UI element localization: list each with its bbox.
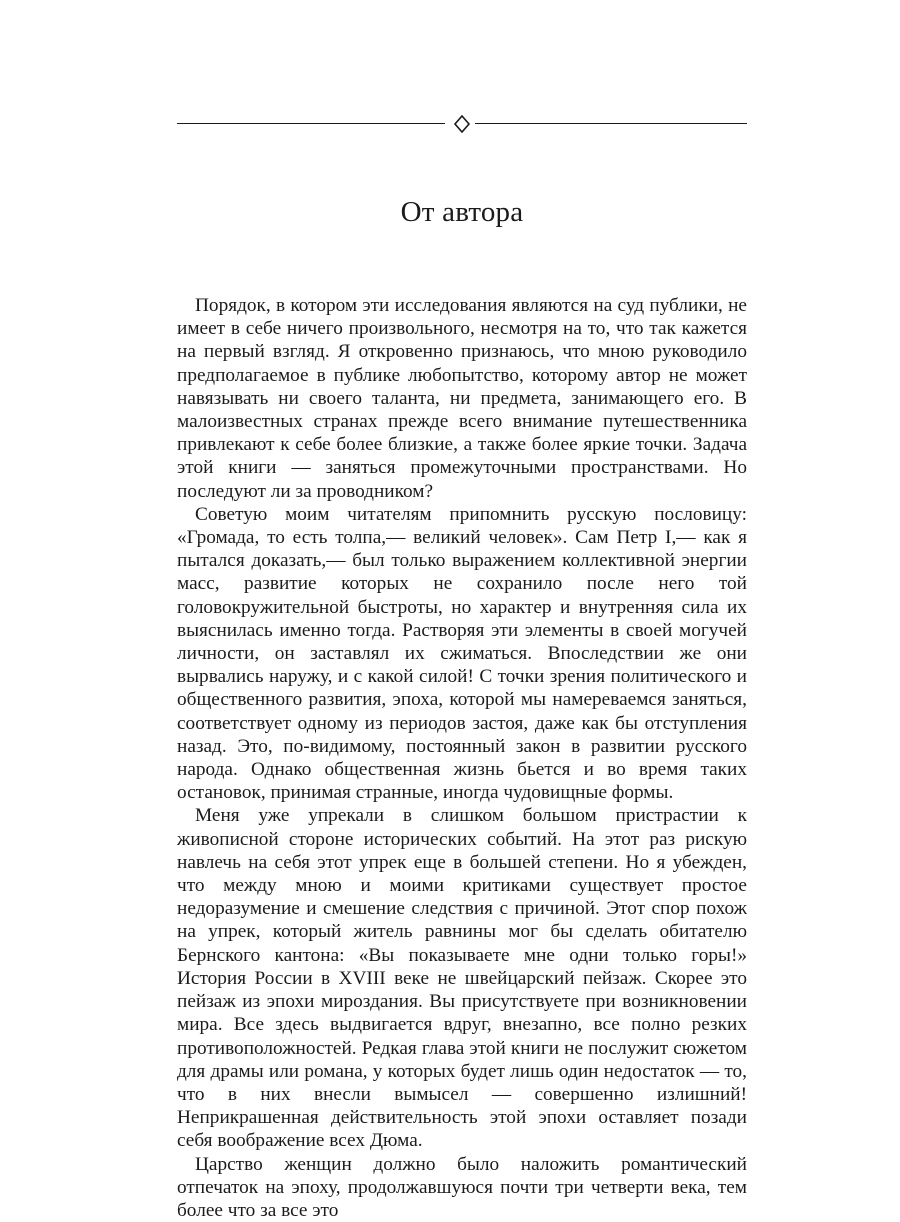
ornament-rule-left xyxy=(177,123,445,124)
body-text xyxy=(177,294,747,1222)
paragraph: Советую моим читателям припомнить русскую пословицу: «Громада, то есть толпа,— великий человек». Сам Петр I,— как я пытался доказать,— был только выражением коллективной энергии масс, развитие которых не сохранило после него той головокружительной быстроты, но характер и внутренняя сила их выяснилась именно тогда. Растворяя эти элементы в своей могучей личности, он заставлял их сжиматься. Впоследствии же они вырвались наружу, и с какой силой! С точки зрения политического и общественного развития, эпоха, которой мы намереваемся заняться, соответствует одному из периодов застоя, даже как бы отступления назад. Это, по-видимому, постоянный закон в развитии русского народа. Однако общественная жизнь бьется и во время таких остановок, принимая странные, иногда чудовищные формы. xyxy=(177,503,747,804)
diamond-icon xyxy=(453,115,471,133)
header-ornament xyxy=(177,112,747,136)
chapter-title: От автора xyxy=(400,196,524,228)
paragraph: Царство женщин должно было наложить романтический отпечаток на эпоху, продолжавшуюся почти три четверти века, тем более что за все это xyxy=(177,1153,747,1221)
ornament-rule-right xyxy=(475,123,747,124)
paragraph: Меня уже упрекали в слишком большом пристрастии к живописной стороне исторических событий. На этот раз рискую навлечь на себя этот упрек еще в большей степени. Но я убежден, что между мною и моими критиками существует простое недоразумение и смешение следствия с причиной. Этот спор похож на упрек, который житель равнины мог бы сделать обитателю Бернского кантона: «Вы показываете мне одни только горы!» История России в XVIII веке не швейцарский пейзаж. Скорее это пейзаж из эпохи мироздания. Вы присутствуете при возникновении мира. Все здесь выдвигается вдруг, внезапно, все полно резких противоположностей. Редкая глава этой книги не послужит сюжетом для драмы или романа, у которых будет лишь один недостаток — то, что в них внесли вымысел — совершенно излишний! Неприкрашенная действительность этой эпохи оставляет позади себя воображение всех Дюма. xyxy=(177,805,747,1152)
paragraph: Порядок, в котором эти исследования являются на суд публики, не имеет в себе ничего произвольного, несмотря на то, что так кажется на первый взгляд. Я откровенно признаюсь, что мною руководило предполагаемое в публике любопытство, которому автор не может навязывать ни своего таланта, ни предмета, занимающего его. В малоизвестных странах прежде всего внимание путешественника привлекают к себе более близкие, а также более яркие точки. Задача этой книги — заняться промежуточными пространствами. Но последуют ли за проводником? xyxy=(177,295,747,502)
